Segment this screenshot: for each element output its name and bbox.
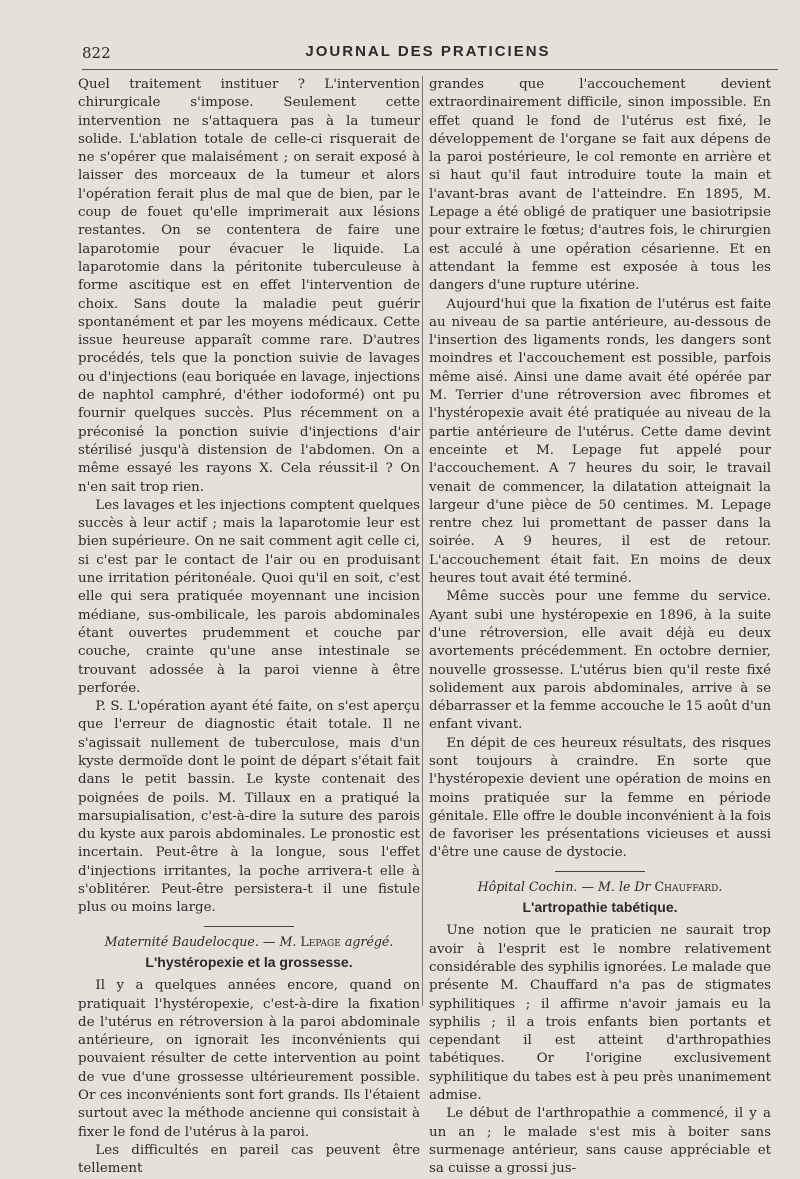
- article-source: [78, 933, 420, 951]
- paragraph: Le début de l'arthropathie a commencé, il y a un an ; le malade s'est mis à boiter sans surmenage antérieur, sans cause appréciable et sa cuisse a grossi jus-: [429, 1106, 771, 1177]
- paragraph: Les difficultés en pareil cas peuvent être tellement: [78, 1142, 420, 1177]
- paragraph: Même succès pour une femme du service. Ayant subi une hystéropexie en 1896, à la suite d'une rétroversion, elle avait déjà eu deux avortements précédemment. En octobre dernier, nouvelle grossesse. L'utérus bien qu'il reste fixé solidement aux parois abdominales, arrive à se débarrasser et la femme accouche le 15 août d'un enfant vivant.: [429, 589, 771, 733]
- running-title: JOURNAL DES PRATICIENS: [305, 43, 551, 60]
- paragraph: Aujourd'hui que la fixation de l'utérus est faite au niveau de sa partie antérieure, au-dessous de l'insertion des ligaments ronds, les dangers sont moindres et l'accouchement est possible, parfois même aisé. Ainsi une dame avait été opérée par M. Terrier d'une rétroversion avec fibromes et l'hystéropexie avait été pratiquée au niveau de la partie antérieure de l'utérus. Cette dame devint enceinte et M. Lepage fut appelé pour l'accouchement. A 7 heures du soir, le travail venait de commencer, la dilatation atteignait la largeur d'une pièce de 50 centimes. M. Lepage rentre chez lui promettant de passer dans la soirée. A 9 heures, il est de retour. L'accouchement était fait. En moins de deux heures tout avait été terminé.: [429, 296, 771, 587]
- paragraph: Il y a quelques années encore, quand on pratiquait l'hystéropexie, c'est-à-dire la fixation de l'utérus en rétroversion à la paroi abdominale antérieure, on ignorait les inconvénients qui pouvaient résulter de cette intervention au point de vue d'une grossesse ultérieurement possible. Or ces inconvénients sont fort grands. Ils l'étaient surtout avec la méthode ancienne qui consistait à fixer le fond de l'utérus à la paroi.: [78, 978, 420, 1140]
- right-column: [429, 76, 771, 1179]
- page-number: 822: [82, 44, 111, 62]
- source-place: Hôpital Cochin.: [477, 878, 578, 894]
- page-header: [82, 44, 774, 66]
- article-source: [429, 878, 771, 896]
- source-author: Chauffard: [654, 878, 719, 894]
- header-rule: [82, 69, 778, 70]
- paragraph: Quel traitement instituer ? L'intervention chirurgicale s'impose. Seulement cette intervention ne s'attaquera pas à la tumeur solide. L'ablation totale de celle-ci risquerait de ne s'opérer que malaisément ; on serait exposé à laisser des morceaux de la tumeur et alors l'opération ferait plus de mal que de bien, par le coup de fouet qu'elle imprimerait aux lésions restantes. On se contentera de faire une laparotomie pour évacuer le liquide. La laparotomie dans la péritonite tuberculeuse à forme ascitique est en effet l'intervention de choix. Sans doute la maladie peut guérir spontanément et par les moyens médicaux. Cette issue heureuse apparaît comme rare. D'autres procédés, tels que la ponction suivie de lavages ou d'injections (eau boriquée en lavage, injections de naphtol camphré, d'éther iodoformé) ont pu fournir quelques succès. Plus récemment on a préconisé la ponction suivie d'injections d'air stérilisé jusqu'à distension de l'abdomen. On a même essayé les rayons X. Cela réussit-il ? On n'en sait trop rien.: [78, 77, 420, 495]
- source-author: Lepage: [300, 933, 341, 949]
- paragraph: En dépit de ces heureux résultats, des risques sont toujours à craindre. En sorte que l'hystéropexie devient une opération de moins en moins pratiquée sur la femme en période génitale. Elle offre le double inconvénient à la fois de favoriser les présentations vicieuses et aussi d'être une cause de dystocie.: [429, 735, 771, 861]
- source-separator: — M. le Dr: [577, 878, 655, 894]
- source-place: Maternité Baudelocque.: [104, 933, 259, 949]
- paragraph: Une notion que le praticien ne saurait trop avoir à l'esprit est le nombre relativement considérable des syphilis ignorées. Le malade que présente M. Chauffard n'a pas de stigmates syphilitiques ; il affirme n'avoir jamais eu la syphilis ; il a trois enfants bien portants et cependant il est atteint d'arthropathies tabétiques. Or l'origine exclusivement syphilitique du tabes est à peu près unanimement admise.: [429, 923, 771, 1104]
- paragraph: Les lavages et les injections comptent quelques succès à leur actif ; mais la laparotomie leur est bien supérieure. On ne sait comment agit celle ci, si c'est par le contact de l'air ou en produisant une irritation péritonéale. Quoi qu'il en soit, c'est elle qui sera pratiquée moyennant une incision médiane, sus-ombilicale, les parois abdominales étant ouvertes prudemment et couche par couche, crainte qu'une anse intestinale se trouvant adossée à la paroi vienne à être perforée.: [78, 497, 420, 696]
- source-role: agrégé.: [340, 933, 394, 949]
- section-divider: [204, 926, 294, 927]
- column-divider: [422, 76, 423, 1006]
- section-divider: [555, 871, 645, 872]
- left-column: [78, 76, 420, 1179]
- article-title: L'hystéropexie et la grossesse.: [145, 953, 353, 970]
- article-title: L'artropathie tabétique.: [522, 899, 678, 916]
- paragraph: P. S. L'opération ayant été faite, on s'est aperçu que l'erreur de diagnostic était totale. Il ne s'agissait nullement de tuberculose, mais d'un kyste dermoïde dont le point de départ s'était fait dans le petit bassin. Le kyste contenait des poignées de poils. M. Tillaux en a pratiqué la marsupialisation, c'est-à-dire la suture des parois du kyste aux parois abdominales. Le pronostic est incertain. Peut-être à la longue, sous l'effet d'injections irritantes, la poche arrivera-t elle à s'oblitérer. Peut-être persistera-t il une fistule plus ou moins large.: [78, 699, 420, 916]
- source-separator: — M.: [258, 933, 301, 949]
- paragraph: grandes que l'accouchement devient extraordinairement difficile, sinon impossible. En effet quand le fond de l'utérus est fixé, le développement de l'organe se fait aux dépens de la paroi postérieure, le col remonte en arrière et si haut qu'il faut introduire toute la main et l'avant-bras avant de l'atteindre. En 1895, M. Lepage a été obligé de pratiquer une basiotripsie pour extraire le fœtus; d'autres fois, le chirurgien est acculé à une opération césarienne. Et en attendant la femme est exposée à tous les dangers d'une rupture utérine.: [429, 77, 771, 294]
- source-role: .: [718, 878, 723, 894]
